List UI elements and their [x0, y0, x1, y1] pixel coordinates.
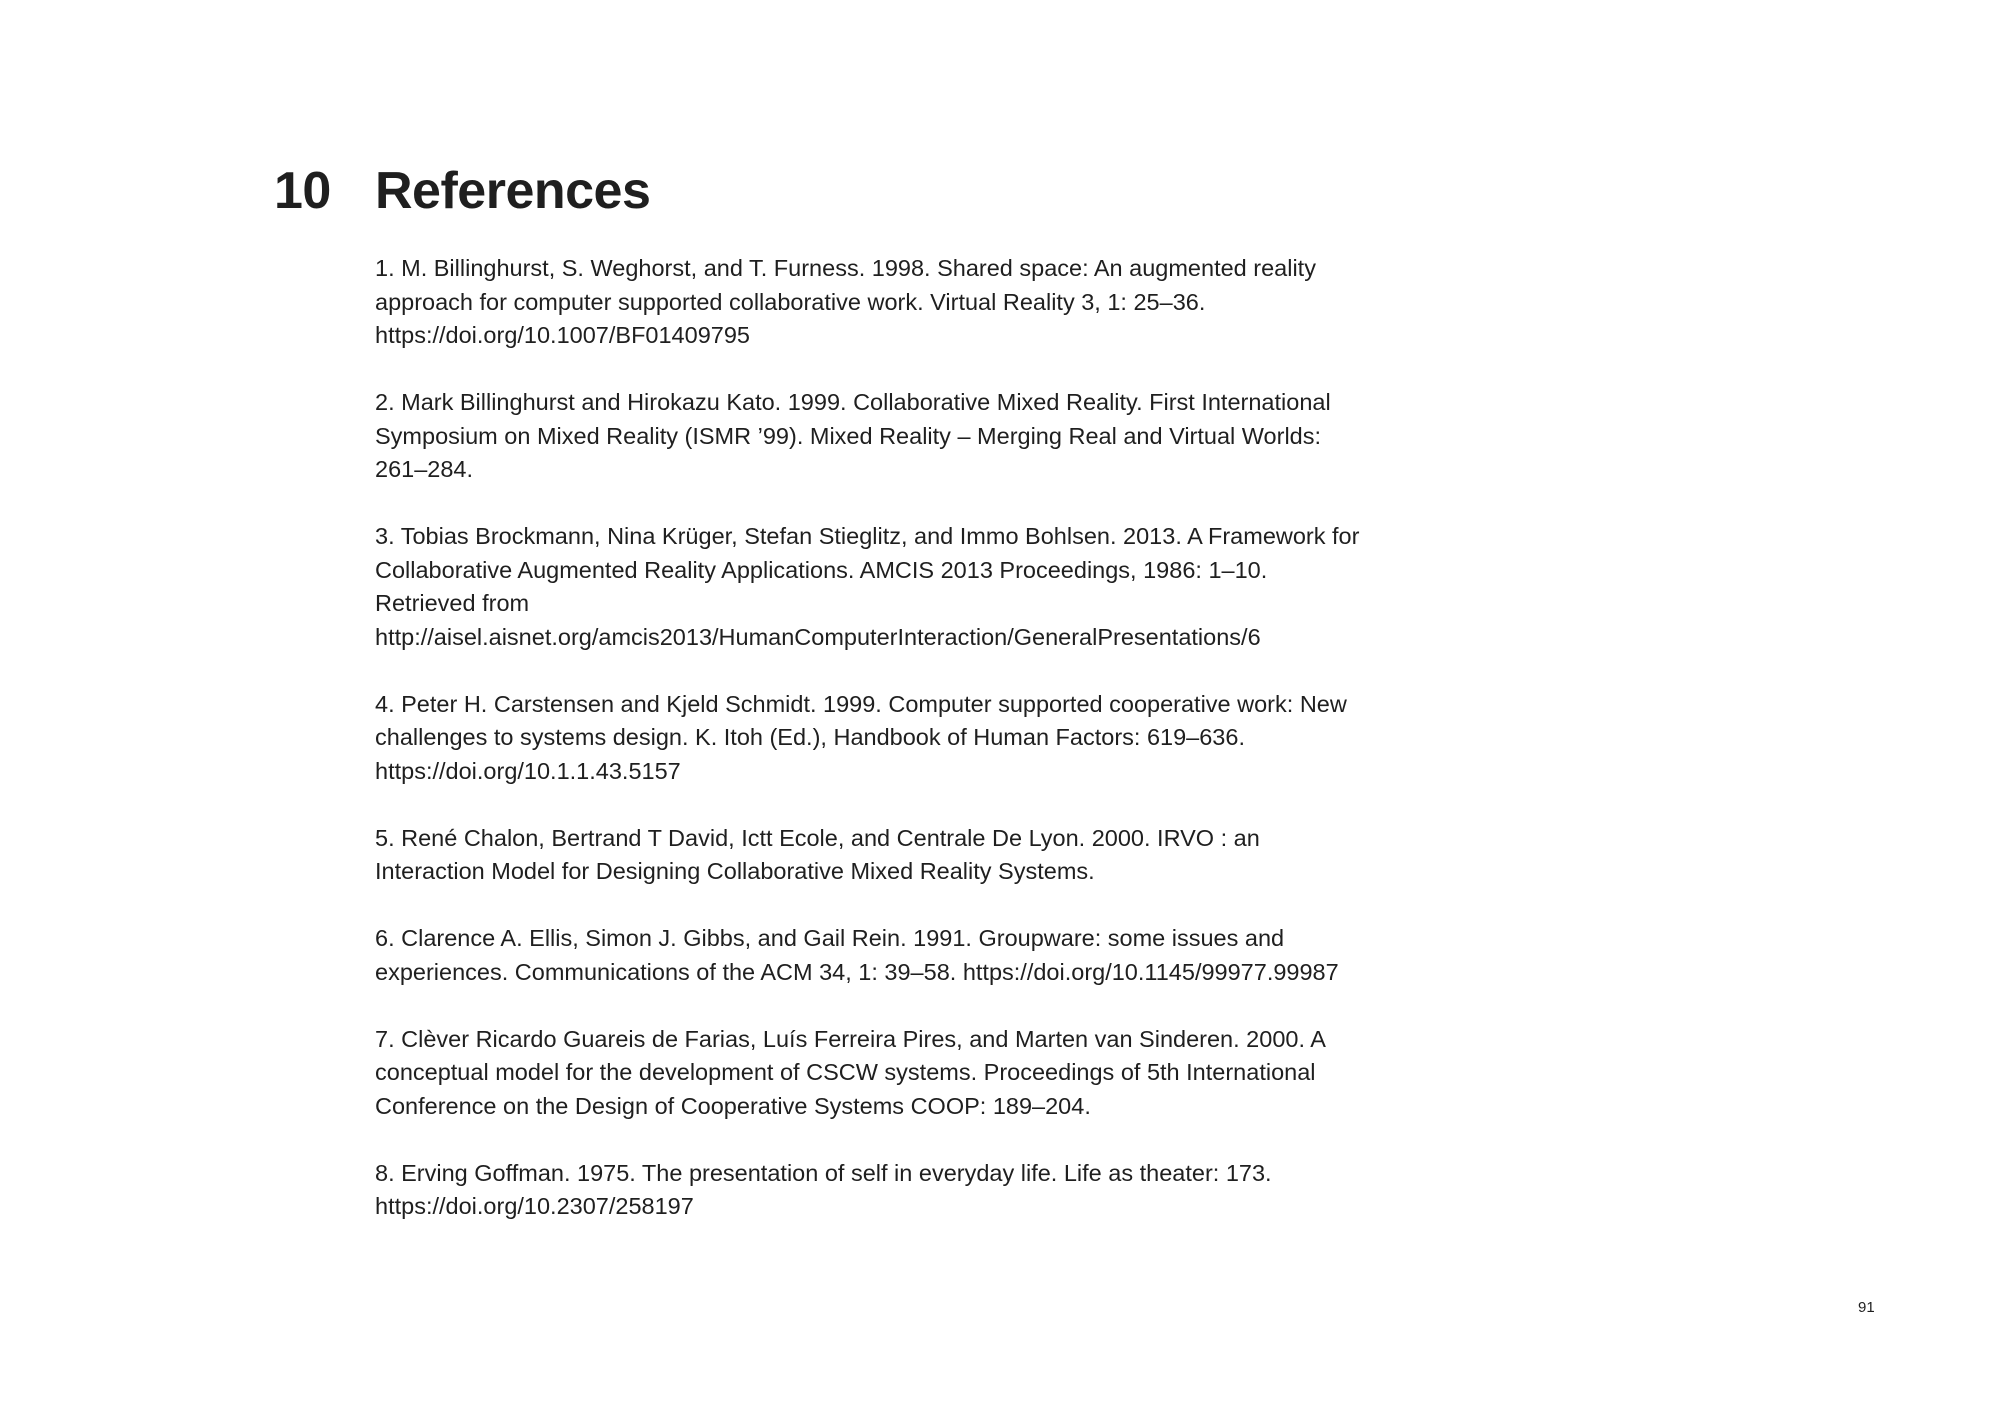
reference-item: 6. Clarence A. Ellis, Simon J. Gibbs, and Gail Rein. 1991. Groupware: some issues and experiences. Communications of the ACM 34, 1: 39–58. https://doi.org/10.1145/99977.99987	[375, 925, 1339, 985]
chapter-title: References	[375, 162, 651, 220]
reference-item: 8. Erving Goffman. 1975. The presentation of self in everyday life. Life as theater: 173. https://doi.org/10.2307/258197	[375, 1159, 1272, 1219]
reference-item: 7. Clèver Ricardo Guareis de Farias, Luís Ferreira Pires, and Marten van Sinderen. 2000. A conceptual model for the development of CSCW systems. Proceedings of 5th International Conference on the Design of Cooperative Systems COOP: 189–204.	[375, 1025, 1325, 1119]
reference-item: 2. Mark Billinghurst and Hirokazu Kato. 1999. Collaborative Mixed Reality. First International Symposium on Mixed Reality (ISMR ’99). Mixed Reality – Merging Real and Virtual Worlds: 261–284.	[375, 389, 1331, 482]
reference-list	[375, 252, 1365, 1257]
reference-item: 4. Peter H. Carstensen and Kjeld Schmidt. 1999. Computer supported cooperative work: New challenges to systems design. K. Itoh (Ed.), Handbook of Human Factors: 619–636. https://doi.org/10.1.1.43.5157	[375, 690, 1347, 784]
chapter-heading	[274, 156, 650, 226]
reference-item: 1. M. Billinghurst, S. Weghorst, and T. Furness. 1998. Shared space: An augmented reality approach for computer supported collaborative work. Virtual Reality 3, 1: 25–36. https://doi.org/10.1007/BF01409795	[375, 255, 1316, 348]
page-number: 91	[1858, 1299, 1875, 1316]
reference-item: 3. Tobias Brockmann, Nina Krüger, Stefan Stieglitz, and Immo Bohlsen. 2013. A Framework for Collaborative Augmented Reality Applications. AMCIS 2013 Proceedings, 1986: 1–10. Retrieved from http://aisel.aisnet.org/amcis2013/HumanComputerInteraction/GeneralPresentations/6	[375, 523, 1360, 650]
chapter-number: 10	[274, 162, 331, 220]
reference-item: 5. René Chalon, Bertrand T David, Ictt Ecole, and Centrale De Lyon. 2000. IRVO : an Interaction Model for Designing Collaborative Mixed Reality Systems.	[375, 824, 1260, 884]
